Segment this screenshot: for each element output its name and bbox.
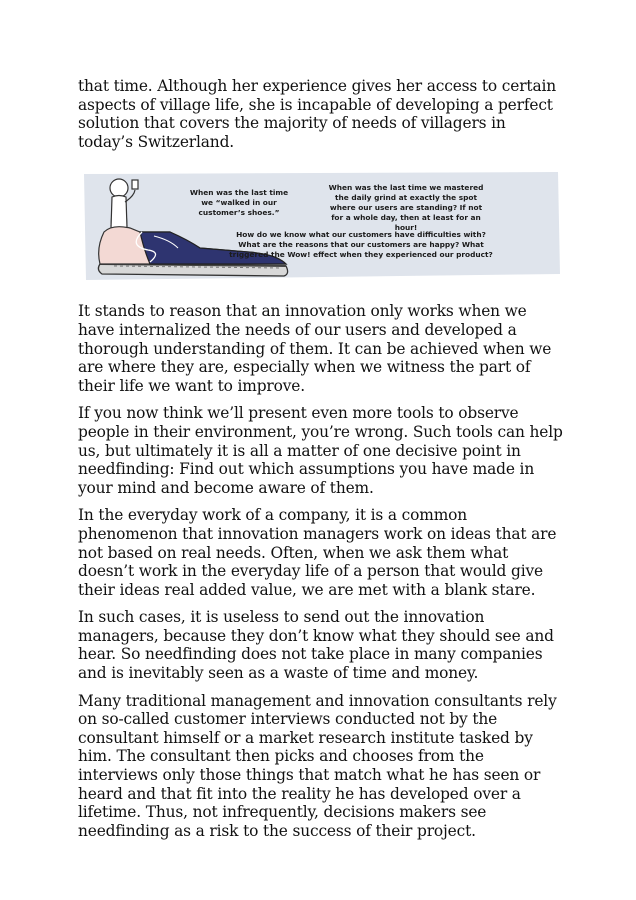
figure-question-1: When was the last time we “walked in our customer’s shoes.” [189, 188, 289, 218]
paragraph-intro: that time. Although her experience gives her access to certain aspects of village life, she is incapable of developing a perfect solution that covers the majority of needs of villagers in today’s Switzerland. [78, 77, 557, 151]
figure-question-3: How do we know what our customers have difficulties with? What are the reasons that our customers are happy? What triggered the Wow! effect when they experienced our product? [229, 230, 493, 260]
paragraph-5: Many traditional management and innovation consultants rely on so-called customer interviews conducted not by the consultant himself or a market research institute tasked by him. The consultant then picks and chooses from the interviews only those things that match what he has seen or heard and that fit into the reality he has developed over a lifetime. Thus, not infrequently, decisions makers see needfinding as a risk to the success of their project. [78, 691, 557, 840]
page-content [78, 77, 564, 840]
figure-question-2: When was the last time we mastered the daily grind at exactly the spot where our users are standing? If not for a whole day, then at least for an hour! [328, 183, 484, 233]
paragraph-4: In such cases, it is useless to send out the innovation managers, because they don’t know what they should see and hear. So needfinding does not take place in many companies and is inevitably seen as a waste of time and money. [78, 608, 554, 683]
paragraph-2: If you now think we’ll present even more tools to observe people in their environment, you’re wrong. Such tools can help us, but ultimately it is all a matter of one decisive point in needfinding: Find out which assumptions you have made in your mind and become aware of them. [78, 404, 563, 497]
illustration-graphic [78, 166, 564, 286]
paragraph-1: It stands to reason that an innovation only works when we have internalized the needs of our users and developed a thorough understanding of them. It can be achieved when we are where they are, especially when we witness the part of their life we want to improve. [78, 302, 552, 395]
paragraph-3: In the everyday work of a company, it is a common phenomenon that innovation managers work on ideas that are not based on real needs. Often, when we ask them what doesn’t work in the everyday life of a person that would give their ideas real added value, we are met with a blank stare. [78, 506, 557, 599]
needfinding-illustration [78, 166, 564, 286]
